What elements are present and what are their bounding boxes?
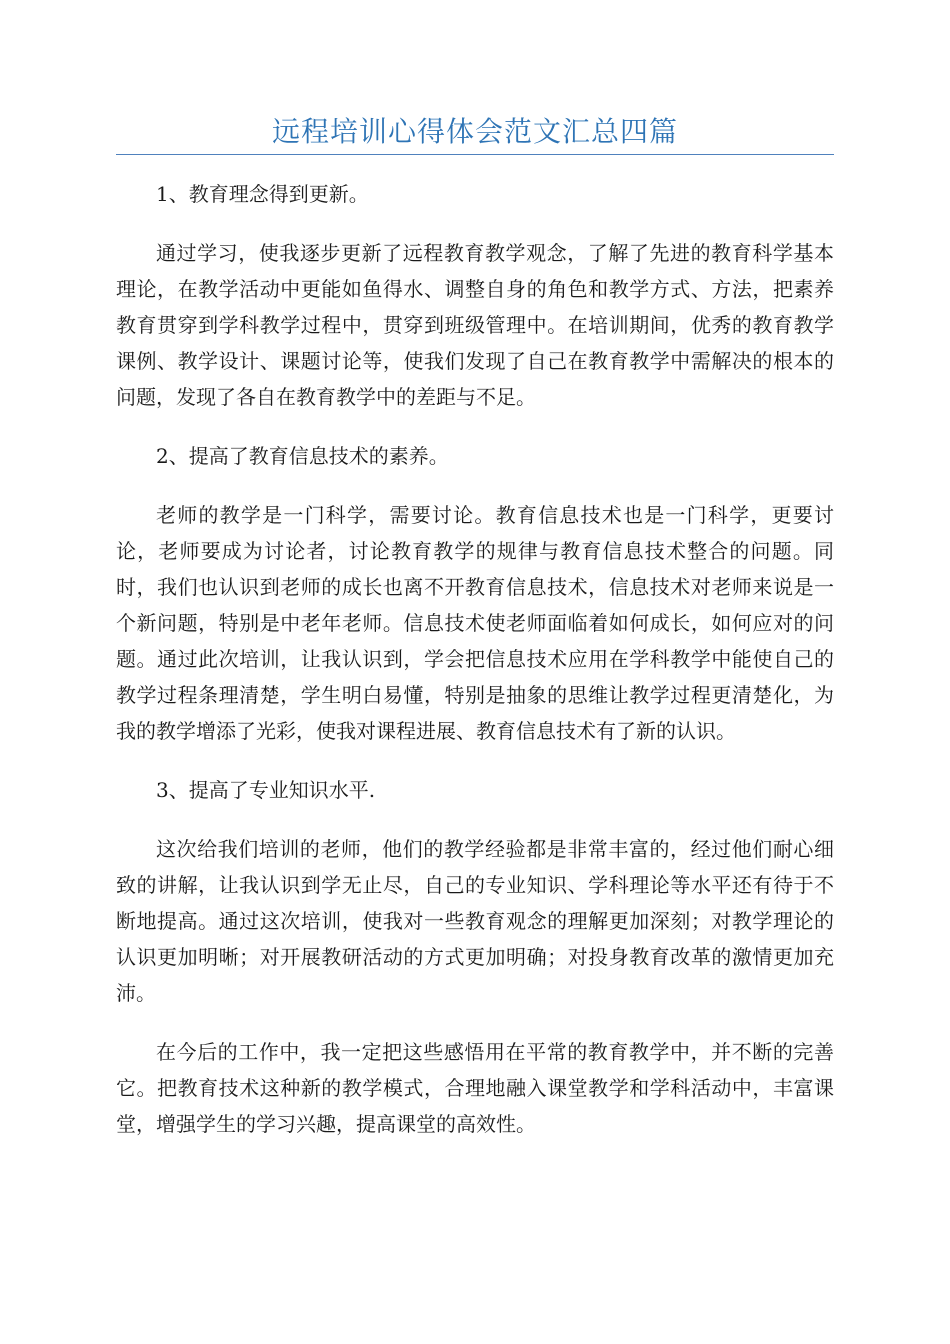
section-heading-2: 2、提高了教育信息技术的素养。 bbox=[156, 444, 449, 468]
paragraph-4: 在今后的工作中，我一定把这些感悟用在平常的教育教学中，并不断的完善它。把教育技术这种新的教学模式，合理地融入课堂教学和学科活动中，丰富课堂，增强学生的学习兴趣，提高课堂的高效性。 bbox=[116, 1040, 834, 1136]
document-body bbox=[116, 176, 834, 1165]
section-heading-1: 1、教育理念得到更新。 bbox=[156, 182, 369, 206]
paragraph-2: 老师的教学是一门科学，需要讨论。教育信息技术也是一门科学，更要讨论，老师要成为讨论者，讨论教育教学的规律与教育信息技术整合的问题。同时，我们也认识到老师的成长也离不开教育信息技术，信息技术对老师来说是一个新问题，特别是中老年老师。信息技术使老师面临着如何成长，如何应对的问题。通过此次培训，让我认识到，学会把信息技术应用在学科教学中能使自己的教学过程条理清楚，学生明白易懂，特别是抽象的思维让教学过程更清楚化，为我的教学增添了光彩，使我对课程进展、教育信息技术有了新的认识。 bbox=[116, 503, 834, 743]
document-title: 远程培训心得体会范文汇总四篇 bbox=[271, 115, 678, 148]
section-heading-3: 3、提高了专业知识水平. bbox=[156, 778, 376, 802]
paragraph-3: 这次给我们培训的老师，他们的教学经验都是非常丰富的，经过他们耐心细致的讲解，让我认识到学无止尽，自己的专业知识、学科理论等水平还有待于不断地提高。通过这次培训，使我对一些教育观念的理解更加深刻；对教学理论的认识更加明晰；对开展教研活动的方式更加明确；对投身教育改革的激情更加充沛。 bbox=[116, 837, 834, 1005]
paragraph-1: 通过学习，使我逐步更新了远程教育教学观念，了解了先进的教育科学基本理论，在教学活动中更能如鱼得水、调整自身的角色和教学方式、方法，把素养教育贯穿到学科教学过程中，贯穿到班级管理中。在培训期间，优秀的教育教学课例、教学设计、课题讨论等，使我们发现了自己在教育教学中需解决的根本的问题，发现了各自在教育教学中的差距与不足。 bbox=[116, 241, 834, 409]
title-underline bbox=[116, 154, 834, 155]
